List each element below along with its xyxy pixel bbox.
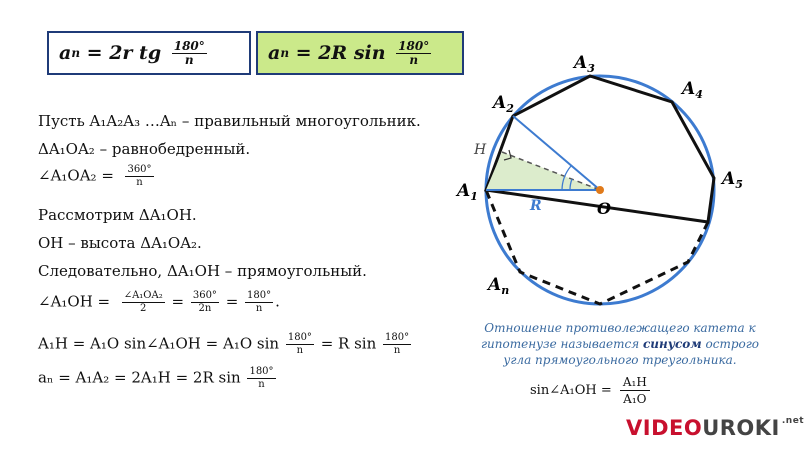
label-h: H <box>474 142 487 158</box>
formula-sin-sub: n <box>280 46 290 60</box>
sin-definition-formula <box>530 374 650 407</box>
formula-sin-den: n <box>409 52 419 67</box>
line-7-frac-1-num: ∠A₁OA₂ <box>123 290 163 301</box>
brand-part-dark: UROKI <box>702 416 780 440</box>
line-9-num: 180° <box>249 366 274 377</box>
line-8-lhs: A₁H = A₁O sin∠A₁OH = A₁O sin <box>38 334 280 353</box>
sin-formula-fraction <box>620 374 650 407</box>
formula-tg-den: n <box>184 52 194 67</box>
label-r: R <box>530 198 542 214</box>
label-a4: $A_4$ <box>682 79 703 101</box>
line-4: Рассмотрим ΔA₁OH. <box>38 206 197 224</box>
line-2: ΔA₁OA₂ – равнобедренный. <box>38 140 251 158</box>
line-8-frac-1-den: n <box>296 345 304 356</box>
formula-tg-num: 180° <box>173 38 205 53</box>
videouroki-logo <box>626 416 804 440</box>
line-7-frac-3-num: 180° <box>247 290 272 301</box>
formula-sin-fraction <box>396 40 431 67</box>
line-6: Следовательно, ΔA₁OH – прямоугольный. <box>38 262 367 280</box>
formula-sin-box <box>256 31 464 75</box>
line-9-den: n <box>258 379 265 390</box>
line-7: ∠A₁OH = $\frac{\text{∠A₁OA₂}}{2}$ = $\frac{360^\circ}{2n}$ = $\frac{180^\circ}{n}$ . <box>38 290 280 314</box>
line-8 <box>38 332 413 357</box>
sin-formula-num: A₁H <box>620 374 650 391</box>
line-7-frac-1 <box>122 290 165 315</box>
line-8-frac-2-den: n <box>393 345 401 356</box>
label-a3: $A_3$ <box>574 53 595 75</box>
formula-sin-num: 180° <box>398 38 430 53</box>
line-7-frac-2-den: 2n <box>198 303 212 314</box>
line-8-mid: = R sin <box>315 334 377 353</box>
formula-tg-eq: = 2r tg <box>80 42 168 64</box>
line-7-frac-1-den: 2 <box>140 303 147 314</box>
line-9-lhs: aₙ = A₁A₂ = 2A₁H = 2R sin <box>38 368 241 387</box>
label-a2: $A_2$ <box>493 93 514 115</box>
brand-part-red: VIDEO <box>626 416 703 440</box>
line-3-fraction <box>125 164 153 189</box>
formula-tg-fraction <box>172 40 207 67</box>
line-8-frac-2-num: 180° <box>385 332 410 343</box>
label-o: O <box>597 199 611 218</box>
line-8-frac-1 <box>286 332 314 357</box>
caption-part-2: острого угла прямоугольного треугольника. <box>503 337 760 367</box>
sin-formula-lhs: sin∠A₁OH = <box>530 383 616 398</box>
formula-tg-sub: n <box>71 46 81 60</box>
line-3-den: n <box>136 177 143 188</box>
line-7-frac-3-den: n <box>255 303 263 314</box>
line-8-frac-2 <box>383 332 411 357</box>
line-9-fraction <box>247 366 275 391</box>
line-3-lhs: ∠A₁OA₂ = <box>38 166 119 185</box>
line-5: OH – высота ΔA₁OA₂. <box>38 234 202 252</box>
line-7-frac-2 <box>191 290 219 315</box>
label-a5: $A_5$ <box>722 169 743 191</box>
line-3-num: 360° <box>127 164 152 175</box>
label-an: $A_n$ <box>488 275 510 297</box>
caption-emphasis: синусом <box>643 337 702 351</box>
polygon-figure <box>440 40 770 320</box>
sine-definition-caption <box>470 320 770 368</box>
line-3 <box>38 164 156 189</box>
formula-sin-lhs: a <box>268 42 281 64</box>
brand-suffix: .net <box>781 416 804 426</box>
line-7-frac-3 <box>245 290 273 315</box>
line-7-frac-2-num: 360° <box>192 290 217 301</box>
sin-formula-den: A₁O <box>623 392 647 406</box>
line-1: Пусть A₁A₂A₃ …Aₙ – правильный многоугольник. <box>38 112 421 130</box>
label-a1: $A_1$ <box>457 181 478 203</box>
formula-tg-box <box>47 31 251 75</box>
caption-part-1: Отношение противолежащего катета к гипотенузе называется <box>480 321 756 351</box>
formula-sin-eq: = 2R sin <box>289 42 393 64</box>
line-9 <box>38 366 278 391</box>
line-7-lhs: ∠A₁OH = <box>38 292 115 311</box>
center-point <box>596 186 604 194</box>
triangle-a1-o-h <box>486 152 600 190</box>
line-8-frac-1-num: 180° <box>287 332 312 343</box>
formula-tg-lhs: a <box>59 42 72 64</box>
